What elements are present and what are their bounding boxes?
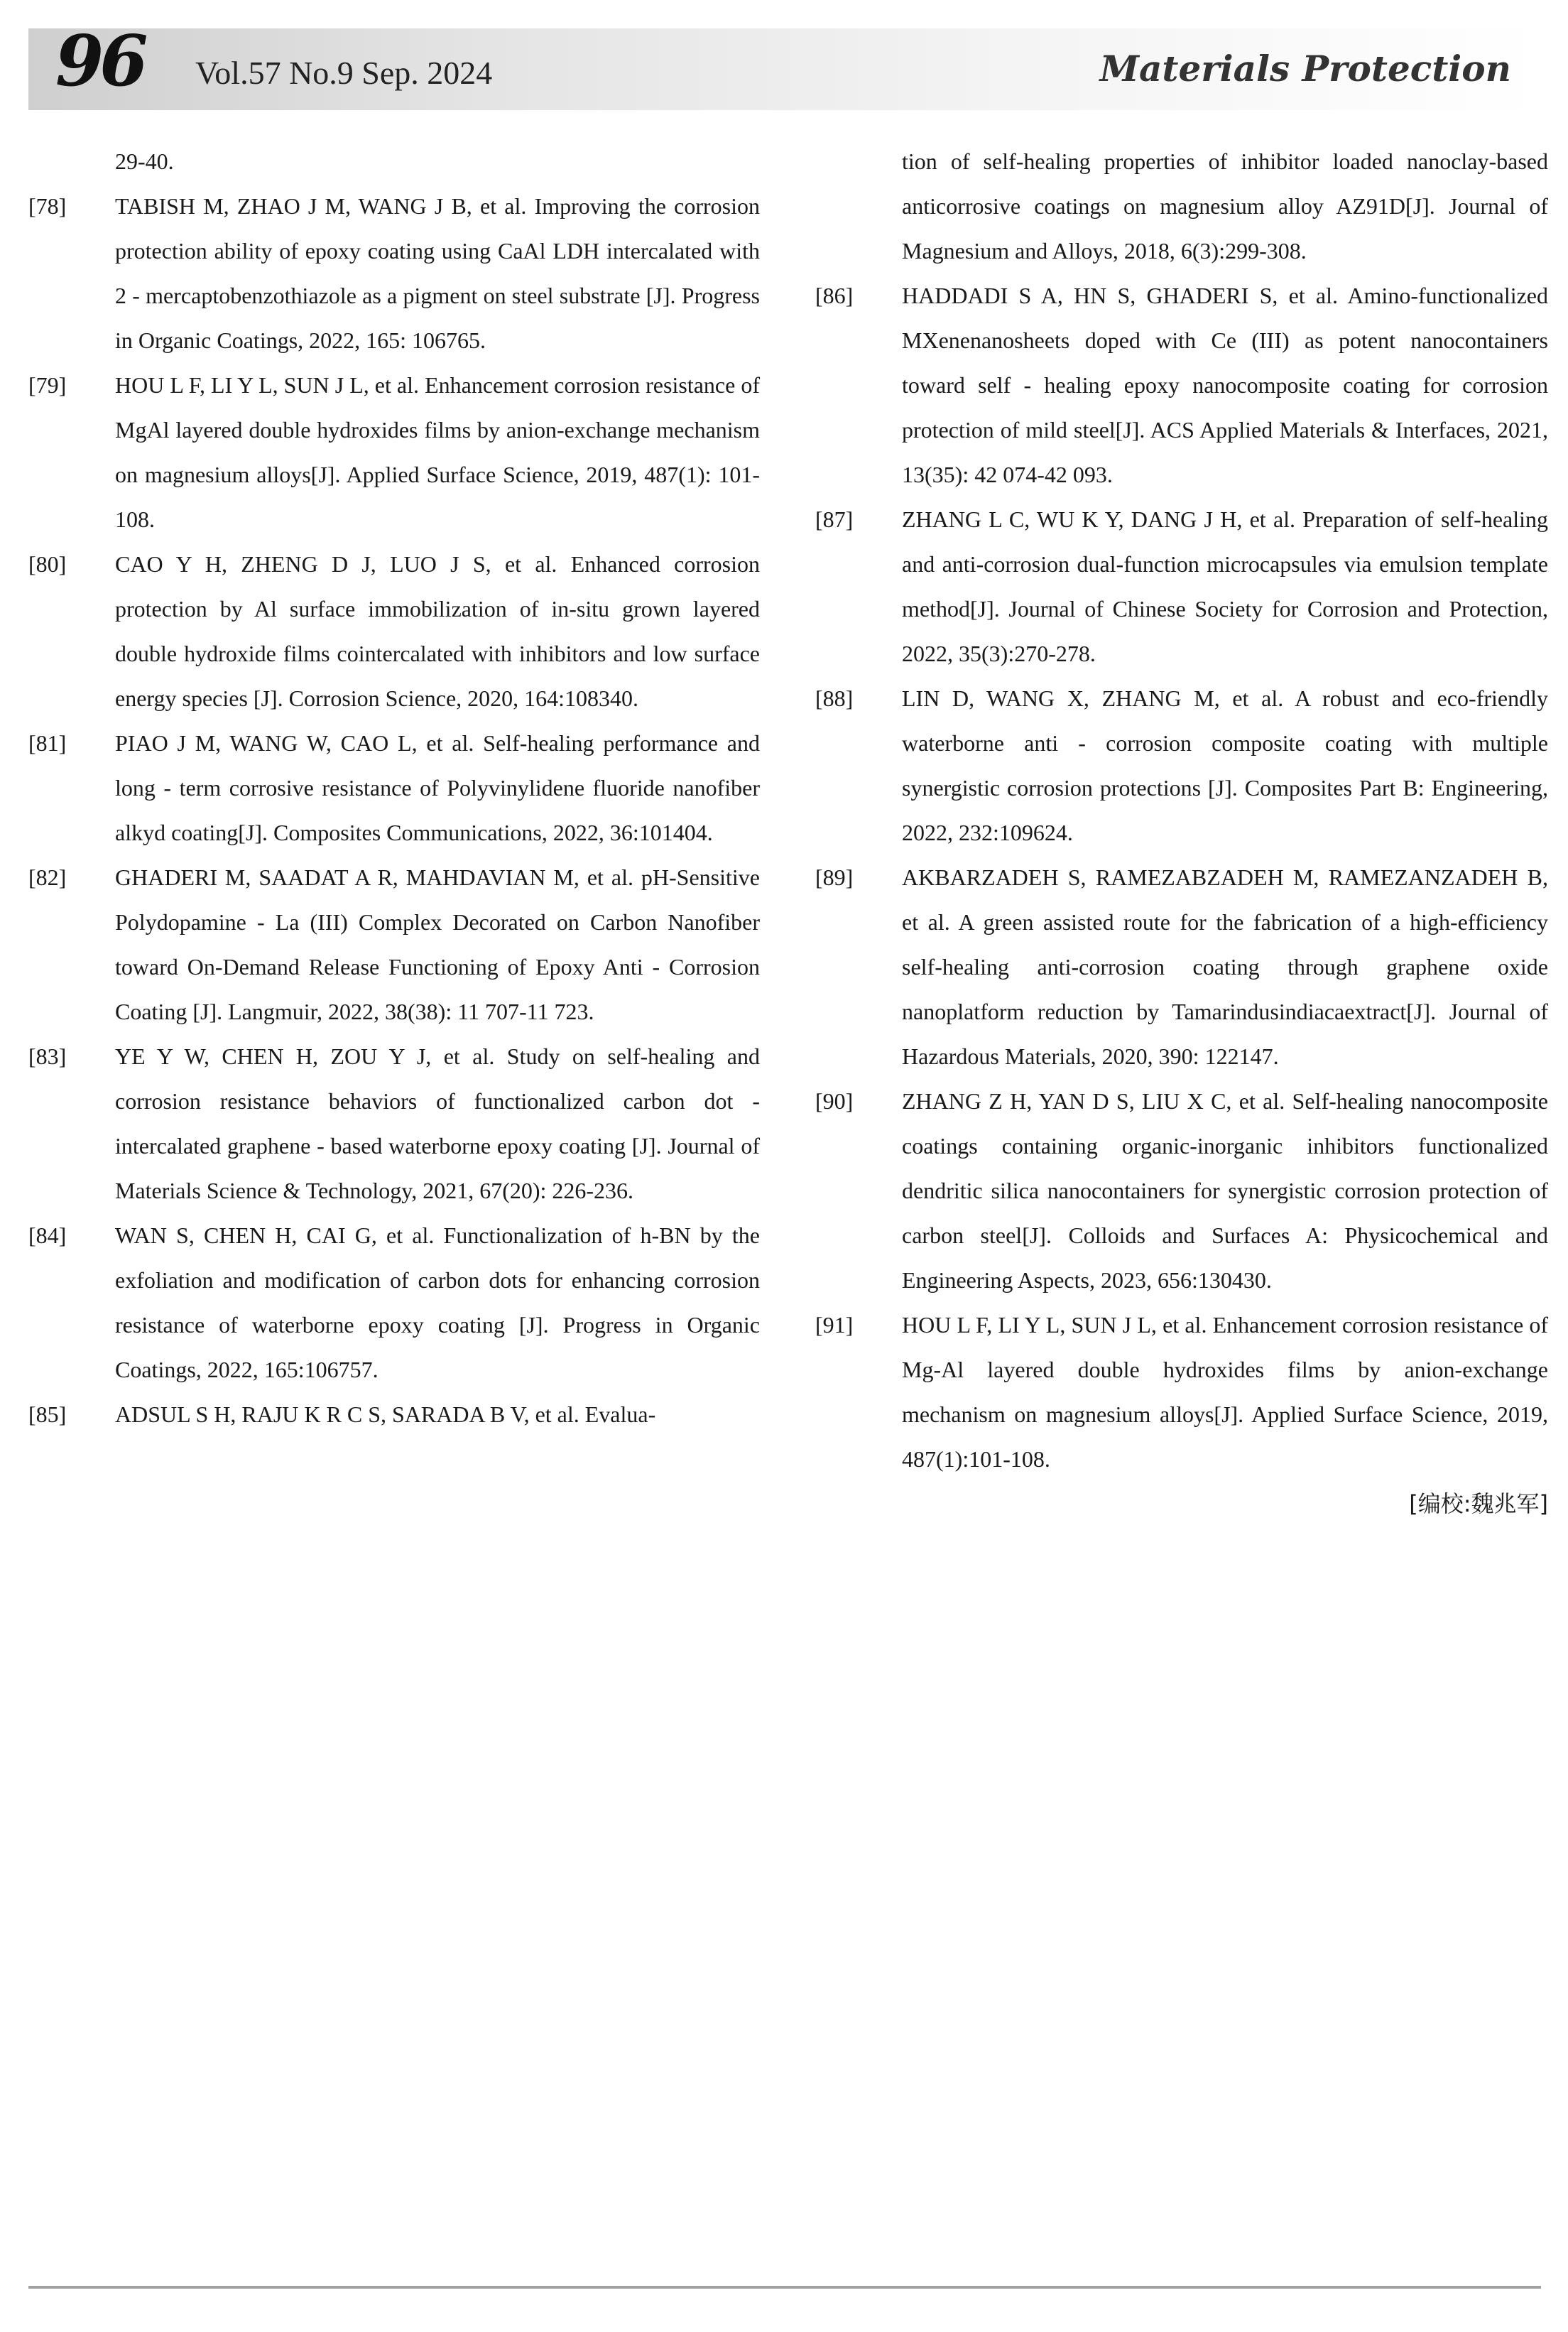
reference-text: HOU L F, LI Y L, SUN J L, et al. Enhancement corrosion resistance of Mg-Al layered double hydroxides films by anion-exchange mechanism on magnesium alloys[J]. Applied Surface Science, 2019, 487(1):101-108. [902,1312,1548,1472]
issue-info: Vol.57 No.9 Sep. 2024 [195,55,493,91]
reference-entry-84 [28,1213,760,1392]
reference-number: [89] [815,864,854,890]
reference-entry-89 [815,855,1548,1079]
reference-number: [84] [28,1222,67,1248]
reference-text: HOU L F, LI Y L, SUN J L, et al. Enhancement corrosion resistance of MgAl layered double hydroxides films by anion-exchange mechanism on magnesium alloys[J]. Applied Surface Science, 2019, 487(1): 101-108. [115,372,760,532]
reference-column-right [815,139,1548,1526]
reference-text: TABISH M, ZHAO J M, WANG J B, et al. Improving the corrosion protection ability of epoxy coating using CaAl LDH intercalated with 2 - mercaptobenzothiazole as a pigment on steel substrate [J]. Progress in Organic Coatings, 2022, 165: 106765. [115,193,760,353]
reference-entry-78 [28,184,760,363]
reference-text: LIN D, WANG X, ZHANG M, et al. A robust and eco-friendly waterborne anti - corrosion composite coating with multiple synergistic corrosion protections [J]. Composites Part B: Engineering, 2022, 232:109624. [902,685,1548,845]
reference-text: ADSUL S H, RAJU K R C S, SARADA B V, et al. Evalua- [115,1401,656,1427]
reference-text: AKBARZADEH S, RAMEZABZADEH M, RAMEZANZADEH B, et al. A green assisted route for the fabrication of a high-efficiency self-healing anti-corrosion coating through graphene oxide nanoplatform reduction by Tamarindusindiacaextract[J]. Journal of Hazardous Materials, 2020, 390: 122147. [902,864,1548,1069]
reference-number: [82] [28,864,67,890]
reference-column-left [28,139,760,1437]
reference-number: [85] [28,1401,67,1427]
reference-entry-91 [815,1303,1548,1482]
reference-continuation: tion of self-healing properties of inhibitor loaded nanoclay-based anticorrosive coatings on magnesium alloy AZ91D[J]. Journal of Magnesium and Alloys, 2018, 6(3):299-308. [902,148,1548,264]
reference-text: PIAO J M, WANG W, CAO L, et al. Self-healing performance and long - term corrosive resistance of Polyvinylidene fluoride nanofiber alkyd coating[J]. Composites Communications, 2022, 36:101404. [115,730,760,845]
reference-entry-82 [28,855,760,1034]
reference-entry-81 [28,721,760,855]
reference-entry-85 [28,1392,760,1437]
editor-note: [编校:魏兆军] [1409,1490,1548,1517]
footer-divider [28,2286,1541,2289]
reference-continuation: 29-40. [115,148,174,174]
reference-number: [80] [28,551,67,577]
reference-number: [81] [28,730,67,756]
reference-text: HADDADI S A, HN S, GHADERI S, et al. Amino-functionalized MXenenanosheets doped with Ce (III) as potent nanocontainers toward self - healing epoxy nanocomposite coating for corrosion protection of mild steel[J]. ACS Applied Materials & Interfaces, 2021, 13(35): 42 074-42 093. [902,283,1548,487]
reference-number: [83] [28,1043,67,1069]
journal-name: Materials Protection [1099,48,1511,90]
reference-text: WAN S, CHEN H, CAI G, et al. Functionalization of h-BN by the exfoliation and modification of carbon dots for enhancing corrosion resistance of waterborne epoxy coating [J]. Progress in Organic Coatings, 2022, 165:106757. [115,1222,760,1382]
reference-number: [87] [815,506,854,532]
reference-entry-79 [28,363,760,542]
reference-entry-83 [28,1034,760,1213]
page-number: 96 [55,21,144,102]
reference-entry-88 [815,676,1548,855]
reference-text: CAO Y H, ZHENG D J, LUO J S, et al. Enhanced corrosion protection by Al surface immobilization of in-situ grown layered double hydroxide films cointercalated with inhibitors and low surface energy species [J]. Corrosion Science, 2020, 164:108340. [115,551,760,711]
reference-number: [91] [815,1312,854,1338]
reference-entry-80 [28,542,760,721]
reference-text: GHADERI M, SAADAT A R, MAHDAVIAN M, et al. pH-Sensitive Polydopamine - La (III) Complex Decorated on Carbon Nanofiber toward On-Demand Release Functioning of Epoxy Anti - Corrosion Coating [J]. Langmuir, 2022, 38(38): 11 707-11 723. [115,864,760,1024]
reference-entry-90 [815,1079,1548,1303]
reference-text: ZHANG L C, WU K Y, DANG J H, et al. Preparation of self-healing and anti-corrosion dual-function microcapsules via emulsion template method[J]. Journal of Chinese Society for Corrosion and Protection, 2022, 35(3):270-278. [902,506,1548,666]
reference-entry-87 [815,497,1548,676]
reference-number: [86] [815,283,854,308]
reference-text: YE Y W, CHEN H, ZOU Y J, et al. Study on self-healing and corrosion resistance behaviors of functionalized carbon dot - intercalated graphene - based waterborne epoxy coating [J]. Journal of Materials Science & Technology, 2021, 67(20): 226-236. [115,1043,760,1203]
reference-number: [78] [28,193,67,219]
reference-number: [88] [815,685,854,711]
reference-number: [79] [28,372,67,398]
reference-number: [90] [815,1088,854,1114]
reference-text: ZHANG Z H, YAN D S, LIU X C, et al. Self-healing nanocomposite coatings containing organic-inorganic inhibitors functionalized dendritic silica nanocontainers for synergistic corrosion protection of carbon steel[J]. Colloids and Surfaces A: Physicochemical and Engineering Aspects, 2023, 656:130430. [902,1088,1548,1293]
reference-entry-86 [815,273,1548,497]
